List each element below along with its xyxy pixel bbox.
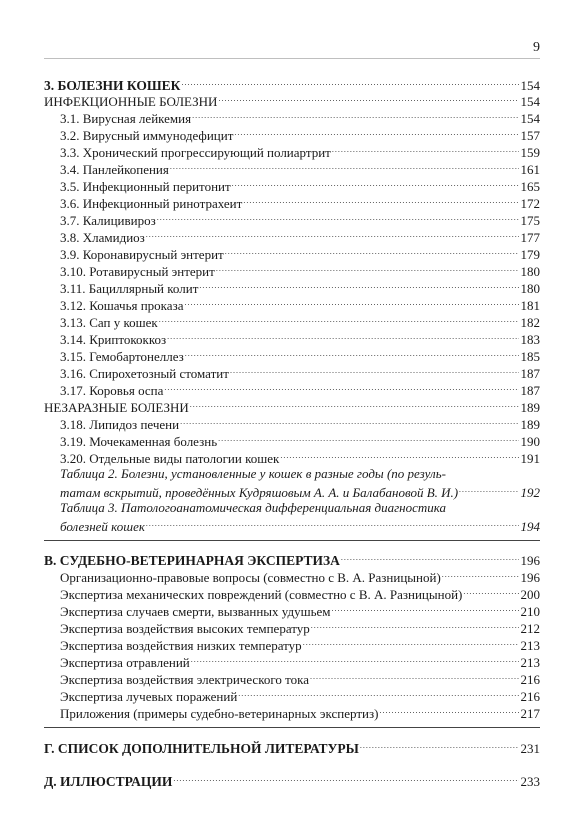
toc-entry-page: 210 bbox=[520, 604, 540, 619]
toc-entry-title: болезней кошек bbox=[60, 519, 145, 534]
toc-entry-page: 180 bbox=[520, 281, 540, 296]
toc-entry-title: Приложения (примеры судебно-ветеринарных экспертиз) bbox=[60, 706, 379, 721]
toc-entry-page: 216 bbox=[520, 689, 540, 704]
dot-leader bbox=[459, 480, 519, 501]
toc-entry-page: 189 bbox=[520, 417, 540, 432]
toc-entry-title: Экспертиза случаев смерти, вызванных удушьем bbox=[60, 604, 331, 619]
toc-entry-title: 3.12. Кошачья проказа bbox=[60, 298, 184, 313]
dot-leader bbox=[280, 446, 519, 467]
toc-entry-page: 165 bbox=[520, 179, 540, 194]
toc-entry-page: 213 bbox=[520, 638, 540, 653]
toc-entry-table3[interactable] bbox=[44, 517, 540, 535]
toc-entry-title: татам вскрытий, проведённых Кудряшовым А. А. и Балабановой В. И.) bbox=[60, 485, 459, 500]
toc-entry-title: 3.14. Криптококкоз bbox=[60, 332, 167, 347]
dot-leader bbox=[173, 769, 519, 790]
toc-entry-page: 183 bbox=[520, 332, 540, 347]
toc-entry-section-d[interactable] bbox=[44, 772, 540, 790]
table2-caption-line1: Таблица 2. Болезни, установленные у кошек в разные годы (по резуль- bbox=[60, 466, 446, 481]
toc-entry-title: 3.3. Хронический прогрессирующий полиартрит bbox=[60, 145, 331, 160]
toc-entry-page: 191 bbox=[520, 451, 540, 466]
toc-entry-section-g[interactable] bbox=[44, 739, 540, 757]
toc-entry-title: 3.11. Бациллярный колит bbox=[60, 281, 199, 296]
toc-entry-page: 187 bbox=[520, 383, 540, 398]
toc-entry-title: 3.7. Калицивироз bbox=[60, 213, 156, 228]
toc-entry-page: 216 bbox=[520, 672, 540, 687]
toc-entry-page: 200 bbox=[520, 587, 540, 602]
header-rule bbox=[44, 58, 540, 59]
toc-entry-title: 3.8. Хламидиоз bbox=[60, 230, 145, 245]
dot-leader bbox=[146, 514, 519, 535]
toc-entry-page: 213 bbox=[520, 655, 540, 670]
toc-entry-page: 196 bbox=[520, 570, 540, 585]
toc-entry-page: 154 bbox=[520, 111, 540, 126]
toc-entry-title: Д. ИЛЛЮСТРАЦИИ bbox=[44, 774, 173, 789]
toc-entry-title: 3.13. Сап у кошек bbox=[60, 315, 158, 330]
toc-entry[interactable] bbox=[44, 704, 540, 722]
toc-entry-title: 3.1. Вирусная лейкемия bbox=[60, 111, 192, 126]
toc-entry-page: 179 bbox=[520, 247, 540, 262]
toc-entry-title: Организационно-правовые вопросы (совместно с В. А. Разницыной) bbox=[60, 570, 441, 585]
toc-entry-page: 154 bbox=[520, 78, 540, 93]
toc-entry-title: 3.4. Панлейкопения bbox=[60, 162, 169, 177]
toc-entry-title: 3.17. Коровья оспа bbox=[60, 383, 164, 398]
toc-entry-page: 212 bbox=[520, 621, 540, 636]
toc-entry-page: 194 bbox=[520, 519, 540, 534]
toc-entry-page: 231 bbox=[520, 741, 540, 756]
page-number: 9 bbox=[533, 40, 540, 55]
dot-leader bbox=[360, 736, 519, 757]
table3-caption-line1: Таблица 3. Патологоанатомическая дифференциальная диагностика bbox=[60, 500, 447, 515]
toc-entry-page: 185 bbox=[520, 349, 540, 364]
toc-entry-page: 217 bbox=[520, 706, 540, 721]
toc-entry-page: 182 bbox=[520, 315, 540, 330]
toc-entry-title: 3.5. Инфекционный перитонит bbox=[60, 179, 231, 194]
toc-entry-page: 233 bbox=[520, 774, 540, 789]
toc-entry-page: 192 bbox=[520, 485, 540, 500]
toc-entry-title: 3.10. Ротавирусный энтерит bbox=[60, 264, 215, 279]
toc-entry-page: 157 bbox=[520, 128, 540, 143]
toc-entry-title: 3. БОЛЕЗНИ КОШЕК bbox=[44, 78, 181, 93]
toc-entry-title: НЕЗАРАЗНЫЕ БОЛЕЗНИ bbox=[44, 400, 189, 415]
toc-entry-title: ИНФЕКЦИОННЫЕ БОЛЕЗНИ bbox=[44, 94, 218, 109]
toc-entry-page: 175 bbox=[520, 213, 540, 228]
toc-entry-title: В. СУДЕБНО-ВЕТЕРИНАРНАЯ ЭКСПЕРТИЗА bbox=[44, 553, 340, 568]
toc-entry-page: 189 bbox=[520, 400, 540, 415]
toc-entry-title: Экспертиза механических повреждений (совместно с В. А. Разницыной) bbox=[60, 587, 463, 602]
toc-entry-title: Г. СПИСОК ДОПОЛНИТЕЛЬНОЙ ЛИТЕРАТУРЫ bbox=[44, 741, 359, 756]
toc-entry-page: 187 bbox=[520, 366, 540, 381]
toc-entry-title: Экспертиза воздействия электрического тока bbox=[60, 672, 310, 687]
toc-entry-title: 3.2. Вирусный иммунодефицит bbox=[60, 128, 234, 143]
toc-entry-title: 3.9. Коронавирусный энтерит bbox=[60, 247, 224, 262]
toc-entry-title: 3.15. Гемобартонеллез bbox=[60, 349, 184, 364]
toc-entry[interactable] bbox=[44, 449, 540, 467]
toc-entry-page: 154 bbox=[520, 94, 540, 109]
toc-entry-page: 196 bbox=[520, 553, 540, 568]
toc-entry-table2[interactable] bbox=[44, 483, 540, 501]
section-divider bbox=[44, 540, 540, 541]
toc-entry-page: 190 bbox=[520, 434, 540, 449]
toc-entry-title: Экспертиза отравлений bbox=[60, 655, 190, 670]
toc-entry-title: 3.18. Липидоз печени bbox=[60, 417, 180, 432]
toc-entry-page: 181 bbox=[520, 298, 540, 313]
toc-entry-title: Экспертиза воздействия низких температур bbox=[60, 638, 302, 653]
toc-entry-title: Экспертиза воздействия высоких температур bbox=[60, 621, 310, 636]
section-divider bbox=[44, 727, 540, 728]
toc-entry-page: 180 bbox=[520, 264, 540, 279]
dot-leader bbox=[379, 701, 519, 722]
toc-entry-page: 177 bbox=[520, 230, 540, 245]
toc-entry-page: 159 bbox=[520, 145, 540, 160]
toc-entry-page: 172 bbox=[520, 196, 540, 211]
toc-entry-title: Экспертиза лучевых поражений bbox=[60, 689, 238, 704]
toc-entry-title: 3.20. Отдельные виды патологии кошек bbox=[60, 451, 280, 466]
toc-entry-title: 3.19. Мочекаменная болезнь bbox=[60, 434, 218, 449]
toc-entry-page: 161 bbox=[520, 162, 540, 177]
toc-entry-title: 3.16. Спирохетозный стоматит bbox=[60, 366, 229, 381]
toc-entry-title: 3.6. Инфекционный ринотрахеит bbox=[60, 196, 243, 211]
